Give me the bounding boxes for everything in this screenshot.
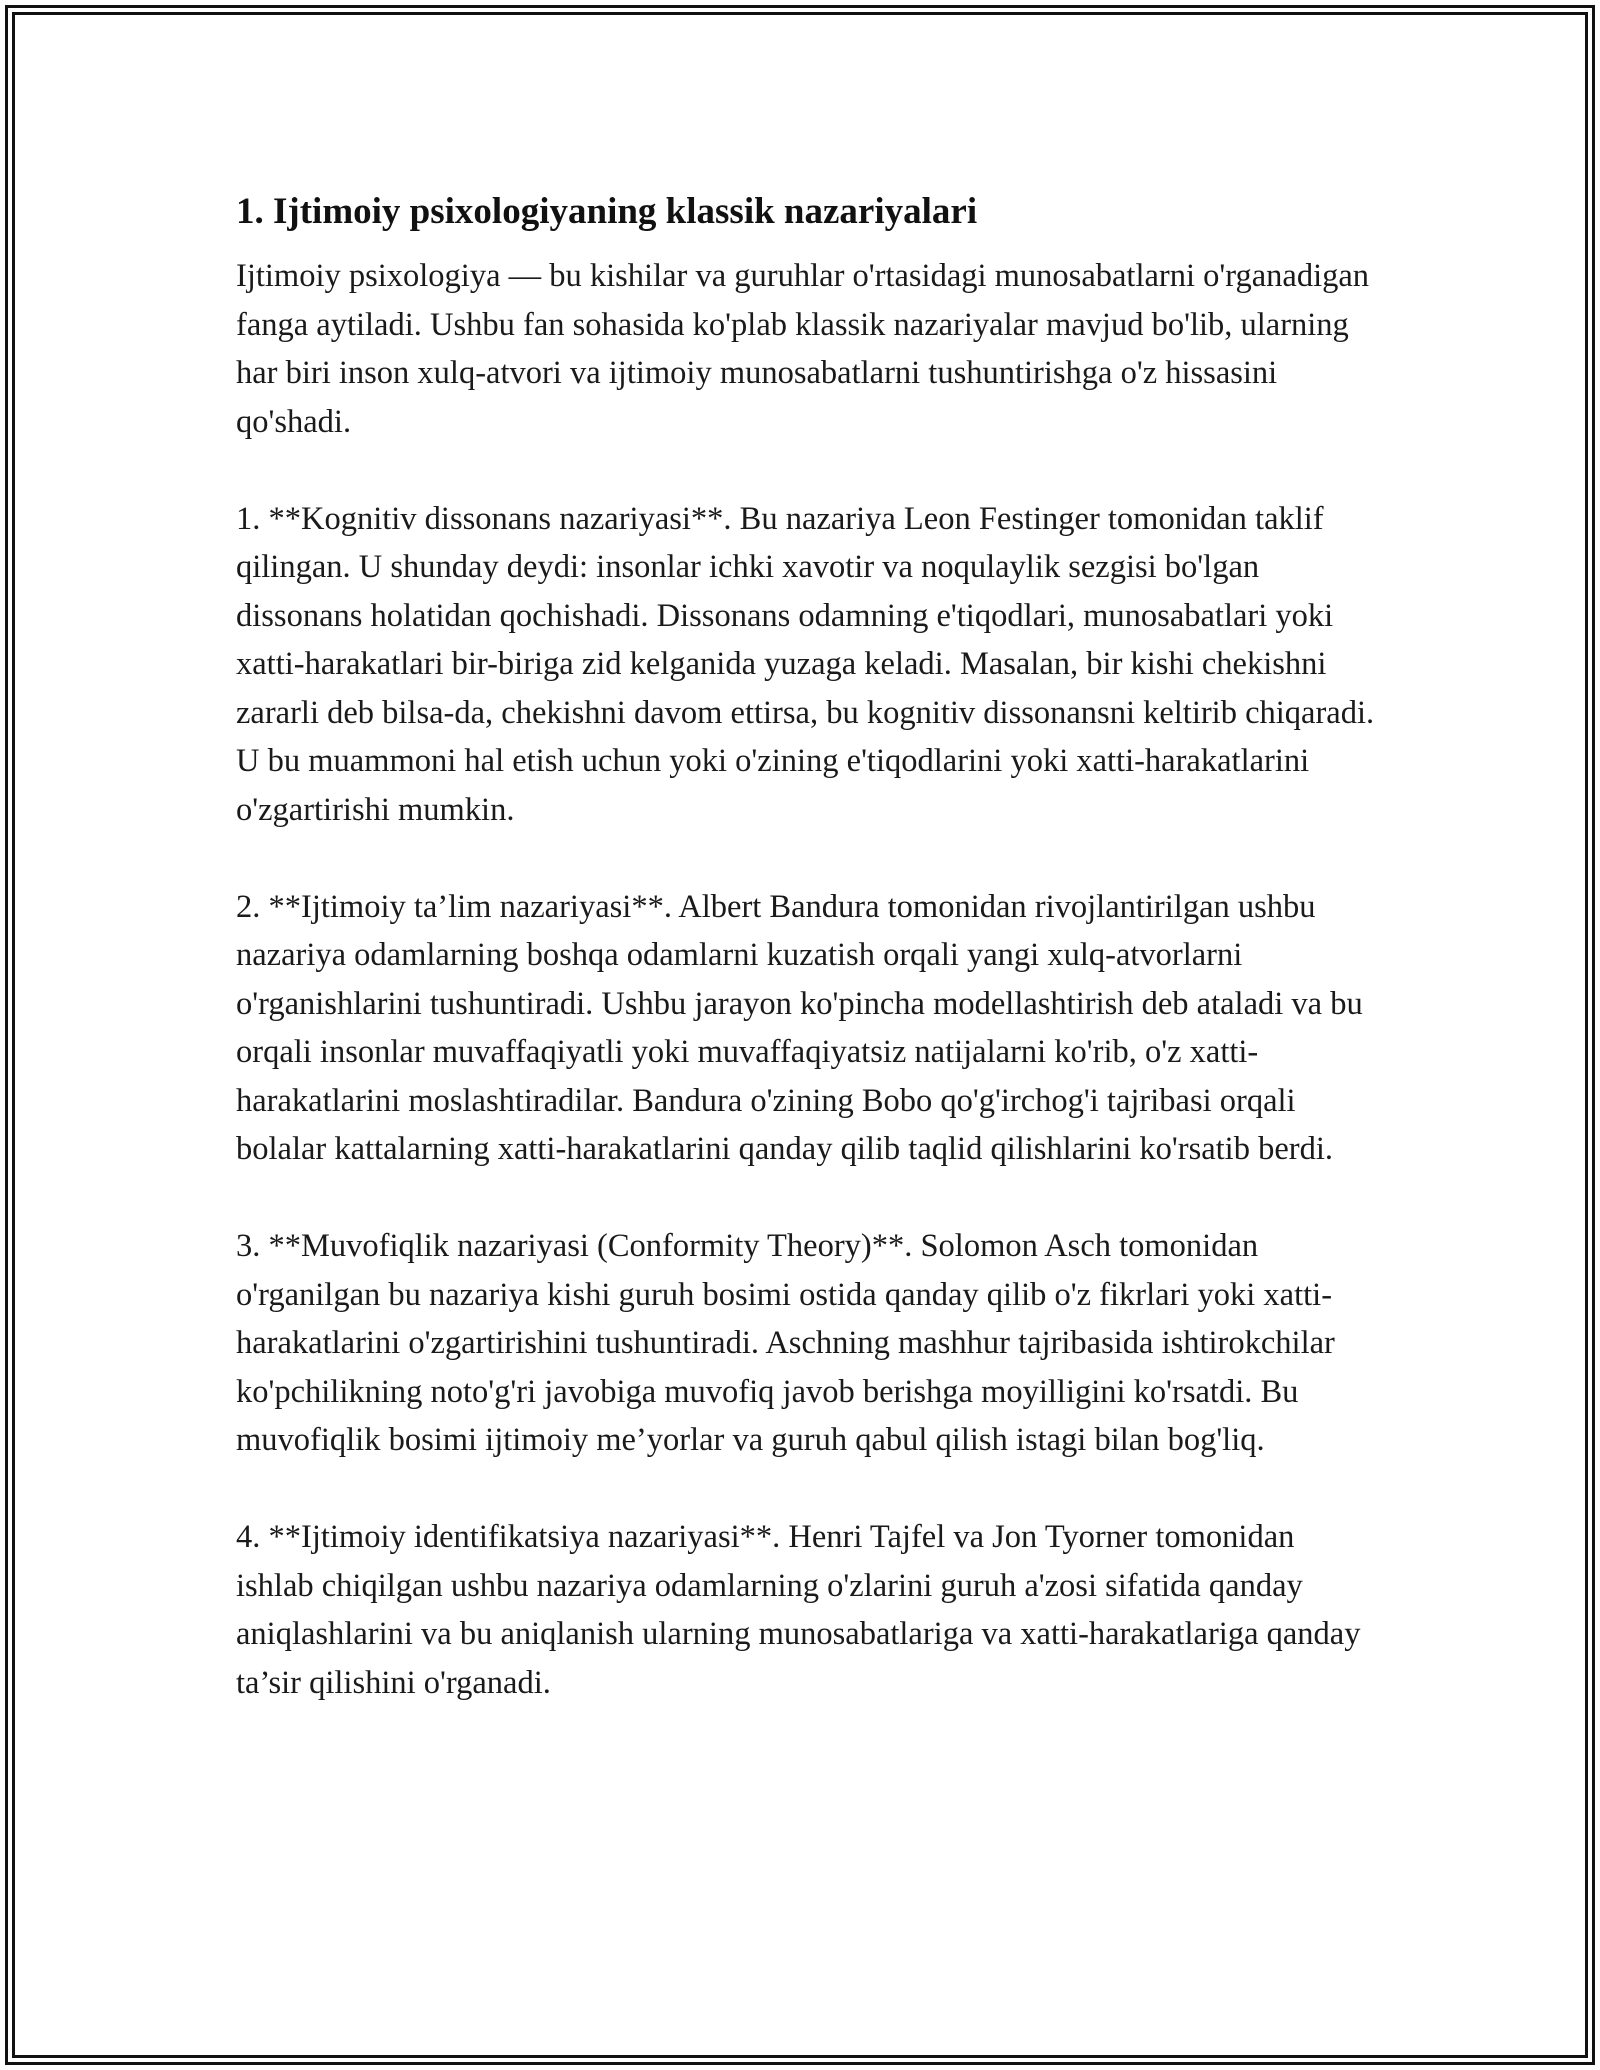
theory-paragraph-social-identity: 4. **Ijtimoiy identifikatsiya nazariyasi**. Henri Tajfel va Jon Tyorner tomonidan ishlab chiqilgan ushbu nazariya odamlarning o'zlarini guruh a'zosi sifatida qanday aniqlashlarini va bu aniqlanish ularning munosabatlariga va xatti-harakatlariga qanday ta’sir qilishini o'rganadi. bbox=[236, 1519, 1361, 1701]
theory-paragraph-social-learning: 2. **Ijtimoiy ta’lim nazariyasi**. Albert Bandura tomonidan rivojlantirilgan ushbu nazariya odamlarning boshqa odamlarni kuzatish orqali yangi xulq-atvorlarni o'rganishlarini tushuntiradi. Ushbu jarayon ko'pincha modellashtirish deb ataladi va bu orqali insonlar muvaffaqiyatli yoki muvaffaqiyatsiz natijalarni ko'rib, o'z xatti-harakatlarini moslashtiradilar. Bandura o'zining Bobo qo'g'irchog'i tajribasi orqali bolalar kattalarning xatti-harakatlarini qanday qilib taqlid qilishlarini ko'rsatib berdi. bbox=[236, 888, 1363, 1167]
theory-paragraph-conformity: 3. **Muvofiqlik nazariyasi (Conformity Theory)**. Solomon Asch tomonidan o'rganilgan bu nazariya kishi guruh bosimi ostida qanday qilib o'z fikrlari yoki xatti-harakatlarini o'zgartirishini tushuntiradi. Aschning mashhur tajribasida ishtirokchilar ko'pchilikning noto'g'ri javobiga muvofiq javob berishga moyilligini ko'rsatdi. Bu muvofiqlik bosimi ijtimoiy me’yorlar va guruh qabul qilish istagi bilan bog'liq. bbox=[236, 1228, 1335, 1458]
theory-paragraph-cognitive-dissonance: 1. **Kognitiv dissonans nazariyasi**. Bu nazariya Leon Festinger tomonidan taklif qilingan. U shunday deydi: insonlar ichki xavotir va noqulaylik sezgisi bo'lgan dissonans holatidan qochishadi. Dissonans odamning e'tiqodlari, munosabatlari yoki xatti-harakatlari bir-biriga zid kelganida yuzaga keladi. Masalan, bir kishi chekishni zararli deb bilsa-da, chekishni davom ettirsa, bu kognitiv dissonansni keltirib chiqaradi. U bu muammoni hal etish uchun yoki o'zining e'tiqodlarini yoki xatti-harakatlarini o'zgartirishi mumkin. bbox=[236, 500, 1375, 828]
document-title: 1. Ijtimoiy psixologiyaning klassik nazariyalari bbox=[236, 191, 978, 232]
intro-paragraph: Ijtimoiy psixologiya — bu kishilar va guruhlar o'rtasidagi munosabatlarni o'rganadigan fanga aytiladi. Ushbu fan sohasida ko'plab klassik nazariyalar mavjud bo'lib, ularning har biri inson xulq-atvori va ijtimoiy munosabatlarni tushuntirishga o'z hissasini qo'shadi. bbox=[236, 258, 1370, 440]
document-body bbox=[236, 186, 1376, 1756]
